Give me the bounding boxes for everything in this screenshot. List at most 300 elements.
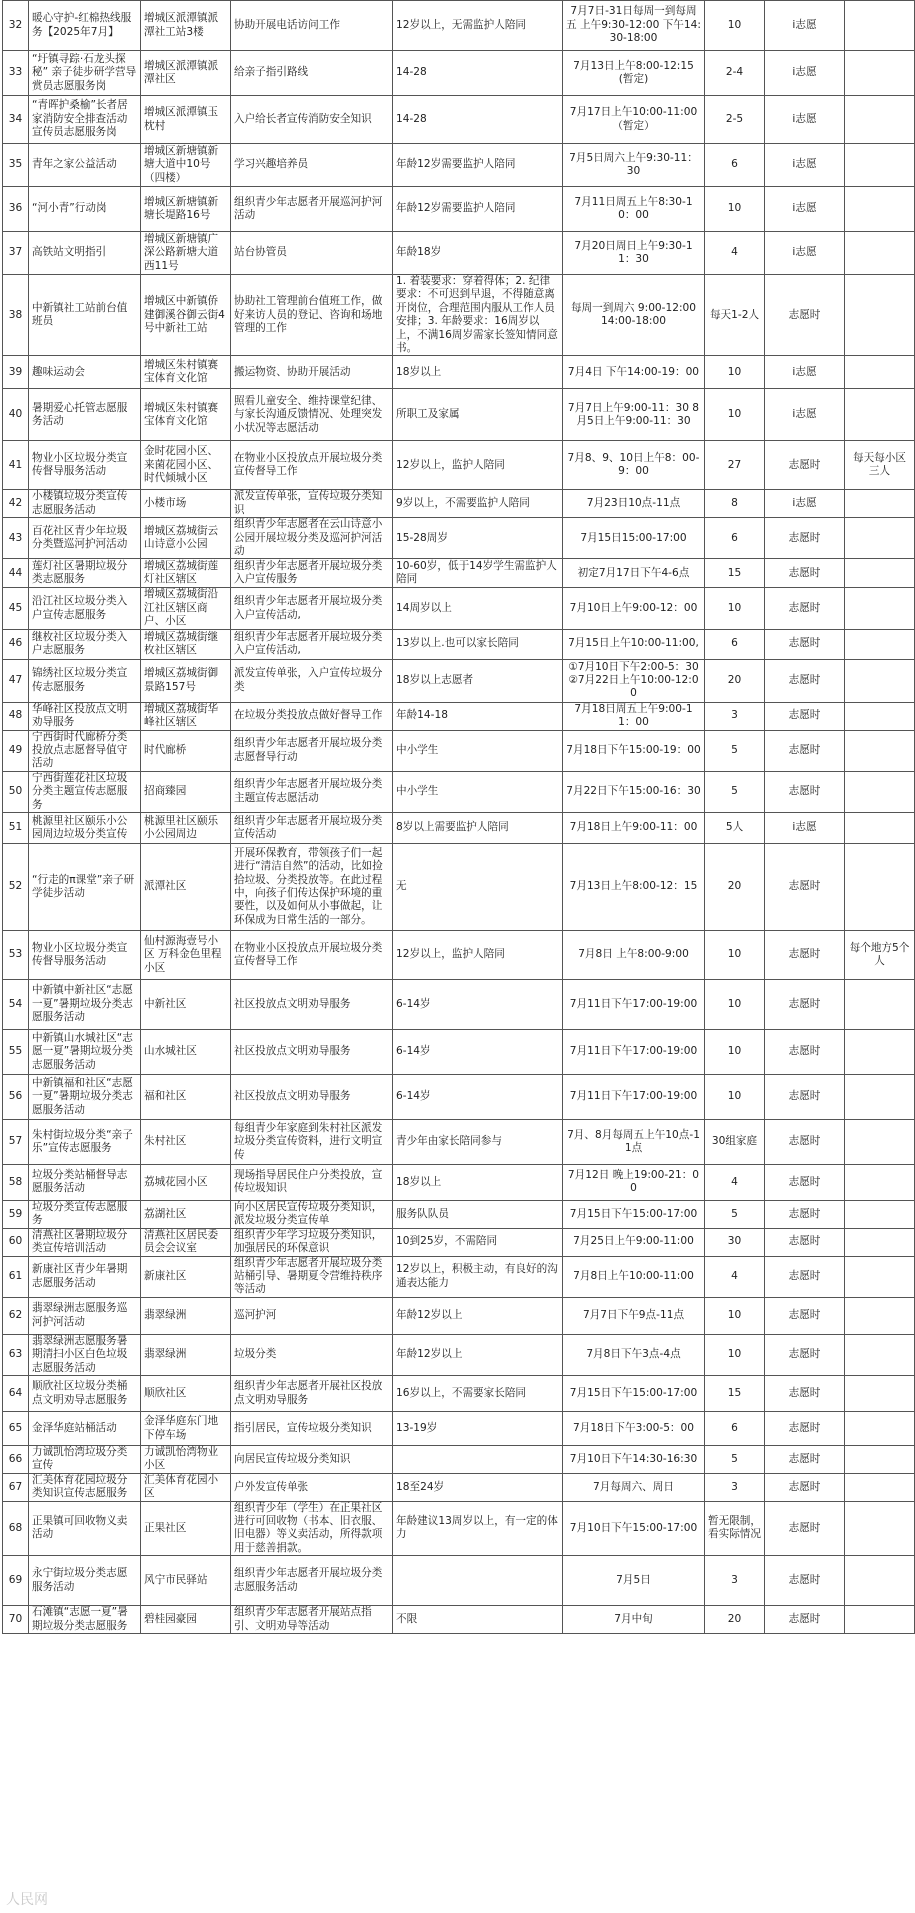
record-type-cell: 志愿时	[765, 1501, 845, 1556]
remarks-cell	[845, 1412, 915, 1446]
table-row	[3, 1074, 915, 1119]
activity-name-cell: 宁西街莲花社区垃圾分类主题宣传志愿服务	[29, 771, 141, 812]
row-number-cell: 65	[3, 1412, 29, 1446]
activity-content-cell: 派发宣传单张，入户宣传垃圾分类	[231, 659, 393, 702]
activity-content-cell: 组织青少年志愿者开展垃圾分类入户宣传活动,	[231, 629, 393, 659]
row-number-cell: 55	[3, 1029, 29, 1074]
activity-location-cell: 新康社区	[141, 1256, 231, 1297]
activity-time-cell: 7月7日-31日每周一到每周五 上午9:30-12:00 下午14:30-18:00	[563, 1, 705, 51]
participant-requirement-cell: 12岁以上，积极主动，有良好的沟通表达能力	[393, 1256, 563, 1297]
participant-requirement-cell: 12岁以上，监护人陪同	[393, 930, 563, 979]
participant-requirement-cell: 年龄12岁需要监护人陪同	[393, 187, 563, 232]
remarks-cell	[845, 1256, 915, 1297]
remarks-cell	[845, 1119, 915, 1164]
remarks-cell	[845, 518, 915, 559]
volunteer-count-cell: 5	[705, 771, 765, 812]
volunteer-count-cell: 8	[705, 490, 765, 518]
remarks-cell	[845, 96, 915, 144]
activity-name-cell: 沿江社区垃圾分类入户宣传志愿服务	[29, 588, 141, 629]
row-number-cell: 70	[3, 1606, 29, 1634]
table-row	[3, 1412, 915, 1446]
volunteer-count-cell: 3	[705, 702, 765, 730]
row-number-cell: 40	[3, 389, 29, 441]
volunteer-count-cell: 10	[705, 930, 765, 979]
activity-name-cell: “圩镇寻踪·石龙头探秘” 亲子徒步研学营导赏员志愿服务岗	[29, 51, 141, 96]
activity-time-cell: 7月22日下午15:00-16：30	[563, 771, 705, 812]
table-row	[3, 1029, 915, 1074]
table-row	[3, 1164, 915, 1200]
activity-location-cell: 增城区荔城街继枚社区辖区	[141, 629, 231, 659]
row-number-cell: 51	[3, 812, 29, 843]
table-row	[3, 1606, 915, 1634]
record-type-cell: i志愿	[765, 96, 845, 144]
activity-name-cell: 中新镇社工站前台值班员	[29, 275, 141, 356]
activity-time-cell: 7月5日	[563, 1556, 705, 1606]
activity-time-cell: 7月7日上午9:00-11：30 8月5日上午9:00-11：30	[563, 389, 705, 441]
activity-name-cell: “行走的π课堂”亲子研学徒步活动	[29, 843, 141, 930]
record-type-cell: 志愿时	[765, 1119, 845, 1164]
activity-name-cell: 小楼镇垃圾分类宣传志愿服务活动	[29, 490, 141, 518]
activity-time-cell: 7月23日10点-11点	[563, 490, 705, 518]
activity-content-cell: 组织青少年志愿者开展垃圾分类宣传活动	[231, 812, 393, 843]
participant-requirement-cell: 10到25岁，不需陪同	[393, 1228, 563, 1256]
remarks-cell	[845, 1556, 915, 1606]
volunteer-count-cell: 20	[705, 659, 765, 702]
activity-time-cell: 7月15日15:00-17:00	[563, 518, 705, 559]
activity-content-cell: 垃圾分类	[231, 1334, 393, 1375]
volunteer-count-cell: 30组家庭	[705, 1119, 765, 1164]
activity-content-cell: 向小区居民宣传垃圾分类知识，派发垃圾分类宣传单	[231, 1200, 393, 1228]
activity-time-cell: 7月8、9、10日上午8：00-9：00	[563, 441, 705, 490]
remarks-cell	[845, 702, 915, 730]
remarks-cell	[845, 275, 915, 356]
participant-requirement-cell: 14-28	[393, 96, 563, 144]
volunteer-count-cell: 2-4	[705, 51, 765, 96]
activity-content-cell: 组织青少年志愿者开展巡河护河活动	[231, 187, 393, 232]
activity-content-cell: 协助社工管理前台值班工作，做好来访人员的登记、咨询和场地管理的工作	[231, 275, 393, 356]
row-number-cell: 50	[3, 771, 29, 812]
record-type-cell: 志愿时	[765, 1446, 845, 1474]
record-type-cell: 志愿时	[765, 1334, 845, 1375]
activity-time-cell: ①7月10日下午2:00-5：30 ②7月22日上午10:00-12:00	[563, 659, 705, 702]
remarks-cell	[845, 389, 915, 441]
activity-location-cell: 风宁市民驿站	[141, 1556, 231, 1606]
activity-name-cell: 百花社区青少年垃圾分类暨巡河护河活动	[29, 518, 141, 559]
record-type-cell: i志愿	[765, 389, 845, 441]
activity-name-cell: 桃源里社区颐乐小公园周边垃圾分类宣传	[29, 812, 141, 843]
activity-content-cell: 组织青少年志愿者开展站点指引、文明劝导等活动	[231, 1606, 393, 1634]
activity-name-cell: 金泽华庭站桶活动	[29, 1412, 141, 1446]
volunteer-count-cell: 10	[705, 979, 765, 1029]
participant-requirement-cell: 16岁以上，不需要家长陪同	[393, 1376, 563, 1412]
activity-time-cell: 每周一到周六 9:00-12:00 14:00-18:00	[563, 275, 705, 356]
participant-requirement-cell: 服务队队员	[393, 1200, 563, 1228]
volunteer-count-cell: 10	[705, 356, 765, 389]
activity-name-cell: 翡翠绿洲志愿服务巡河护河活动	[29, 1297, 141, 1334]
activity-time-cell: 7月25日上午9:00-11:00	[563, 1228, 705, 1256]
activity-time-cell: 7月5日周六上午9:30-11：30	[563, 144, 705, 187]
record-type-cell: 志愿时	[765, 1473, 845, 1501]
activity-time-cell: 7月8日 上午8:00-9:00	[563, 930, 705, 979]
activity-location-cell: 金泽华庭东门地下停车场	[141, 1412, 231, 1446]
record-type-cell: 志愿时	[765, 1164, 845, 1200]
participant-requirement-cell: 18至24岁	[393, 1473, 563, 1501]
table-row	[3, 144, 915, 187]
activity-time-cell: 7月17日上午10:00-11:00（暂定）	[563, 96, 705, 144]
participant-requirement-cell	[393, 1446, 563, 1474]
row-number-cell: 56	[3, 1074, 29, 1119]
activity-name-cell: 暑期爱心托管志愿服务活动	[29, 389, 141, 441]
table-row	[3, 1119, 915, 1164]
participant-requirement-cell: 年龄18岁	[393, 232, 563, 275]
participant-requirement-cell: 14-28	[393, 51, 563, 96]
row-number-cell: 37	[3, 232, 29, 275]
participant-requirement-cell: 18岁以上	[393, 356, 563, 389]
activity-name-cell: 趣味运动会	[29, 356, 141, 389]
remarks-cell: 每天每小区三人	[845, 441, 915, 490]
participant-requirement-cell: 无	[393, 843, 563, 930]
activity-content-cell: 向居民宣传垃圾分类知识	[231, 1446, 393, 1474]
activity-content-cell: 在物业小区投放点开展垃圾分类宣传督导工作	[231, 930, 393, 979]
record-type-cell: 志愿时	[765, 1029, 845, 1074]
activity-location-cell: 增城区派潭镇派潭社区	[141, 51, 231, 96]
table-body	[3, 1, 915, 1634]
table-row	[3, 275, 915, 356]
activity-name-cell: 新康社区青少年暑期志愿服务活动	[29, 1256, 141, 1297]
participant-requirement-cell: 15-28周岁	[393, 518, 563, 559]
remarks-cell	[845, 1606, 915, 1634]
activity-content-cell: 照看儿童安全、维持课堂纪律、与家长沟通反馈情况、处理突发小状况等志愿活动	[231, 389, 393, 441]
volunteer-count-cell: 27	[705, 441, 765, 490]
activity-location-cell: 翡翠绿洲	[141, 1334, 231, 1375]
volunteer-count-cell: 10	[705, 1334, 765, 1375]
participant-requirement-cell: 中小学生	[393, 730, 563, 771]
table-row	[3, 629, 915, 659]
volunteer-count-cell: 6	[705, 629, 765, 659]
activity-name-cell: 汇美体育花园垃圾分类知识宣传志愿服务	[29, 1473, 141, 1501]
activity-content-cell: 入户给长者宣传消防安全知识	[231, 96, 393, 144]
table-row	[3, 232, 915, 275]
activity-location-cell: 汇美体育花园小区	[141, 1473, 231, 1501]
activity-name-cell: 物业小区垃圾分类宣传督导服务活动	[29, 930, 141, 979]
volunteer-count-cell: 4	[705, 1164, 765, 1200]
remarks-cell	[845, 356, 915, 389]
volunteer-count-cell: 20	[705, 843, 765, 930]
activity-content-cell: 协助开展电话访问工作	[231, 1, 393, 51]
record-type-cell: 志愿时	[765, 1556, 845, 1606]
activity-time-cell: 7月15日下午15:00-17:00	[563, 1200, 705, 1228]
table-row	[3, 441, 915, 490]
volunteer-count-cell: 15	[705, 559, 765, 588]
activity-location-cell: 增城区朱村镇赛宝体育文化馆	[141, 389, 231, 441]
table-row	[3, 51, 915, 96]
activity-time-cell: 7月10日下午14:30-16:30	[563, 1446, 705, 1474]
row-number-cell: 57	[3, 1119, 29, 1164]
volunteer-count-cell: 20	[705, 1606, 765, 1634]
record-type-cell: i志愿	[765, 187, 845, 232]
activity-name-cell: 锦绣社区垃圾分类宣传志愿服务	[29, 659, 141, 702]
activity-location-cell: 派潭社区	[141, 843, 231, 930]
remarks-cell	[845, 730, 915, 771]
activity-name-cell: “河小青”行动岗	[29, 187, 141, 232]
activity-time-cell: 7月、8月每周五上午10点-11点	[563, 1119, 705, 1164]
remarks-cell	[845, 1501, 915, 1556]
activity-content-cell: 组织青少年（学生）在正果社区进行可回收物（书本、旧衣服、旧电器）等义卖活动，所得款项用于慈善捐款。	[231, 1501, 393, 1556]
activity-location-cell: 招商臻园	[141, 771, 231, 812]
record-type-cell: 志愿时	[765, 441, 845, 490]
volunteer-table	[2, 0, 915, 1634]
participant-requirement-cell: 不限	[393, 1606, 563, 1634]
table-row	[3, 1501, 915, 1556]
activity-content-cell: 现场指导居民住户分类投放，宣传垃圾知识	[231, 1164, 393, 1200]
record-type-cell: 志愿时	[765, 1412, 845, 1446]
activity-location-cell: 桃源里社区颐乐小公园周边	[141, 812, 231, 843]
activity-content-cell: 社区投放点文明劝导服务	[231, 1029, 393, 1074]
activity-time-cell: 7月11日下午17:00-19:00	[563, 1074, 705, 1119]
remarks-cell	[845, 588, 915, 629]
row-number-cell: 53	[3, 930, 29, 979]
activity-location-cell: 力诚凯怡湾物业小区	[141, 1446, 231, 1474]
participant-requirement-cell: 9岁以上，不需要监护人陪同	[393, 490, 563, 518]
activity-location-cell: 增城区新塘镇新塘长堤路16号	[141, 187, 231, 232]
row-number-cell: 63	[3, 1334, 29, 1375]
activity-location-cell: 增城区荔城街沿江社区辖区商户、小区	[141, 588, 231, 629]
volunteer-count-cell: 5人	[705, 812, 765, 843]
activity-time-cell: 7月4日 下午14:00-19：00	[563, 356, 705, 389]
activity-location-cell: 增城区朱村镇赛宝体育文化馆	[141, 356, 231, 389]
activity-content-cell: 组织青少年志愿者开展垃圾分类志愿督导行动	[231, 730, 393, 771]
record-type-cell: i志愿	[765, 812, 845, 843]
activity-content-cell: 巡河护河	[231, 1297, 393, 1334]
participant-requirement-cell: 年龄12岁需要监护人陪同	[393, 144, 563, 187]
remarks-cell	[845, 51, 915, 96]
remarks-cell	[845, 1029, 915, 1074]
activity-content-cell: 社区投放点文明劝导服务	[231, 979, 393, 1029]
participant-requirement-cell: 18岁以上志愿者	[393, 659, 563, 702]
remarks-cell	[845, 559, 915, 588]
volunteer-count-cell: 5	[705, 1446, 765, 1474]
record-type-cell: 志愿时	[765, 771, 845, 812]
record-type-cell: i志愿	[765, 356, 845, 389]
record-type-cell: i志愿	[765, 490, 845, 518]
activity-time-cell: 7月中旬	[563, 1606, 705, 1634]
activity-content-cell: 组织青少年学习垃圾分类知识，加强居民的环保意识	[231, 1228, 393, 1256]
remarks-cell	[845, 1164, 915, 1200]
participant-requirement-cell: 13岁以上.也可以家长陪同	[393, 629, 563, 659]
activity-name-cell: 宁西街时代廊桥分类投放点志愿督导值守活动	[29, 730, 141, 771]
activity-location-cell: 时代廊桥	[141, 730, 231, 771]
volunteer-count-cell: 10	[705, 1029, 765, 1074]
activity-location-cell: 中新社区	[141, 979, 231, 1029]
row-number-cell: 52	[3, 843, 29, 930]
activity-name-cell: 莲灯社区暑期垃圾分类志愿服务	[29, 559, 141, 588]
activity-location-cell: 翡翠绿洲	[141, 1297, 231, 1334]
volunteer-count-cell: 10	[705, 389, 765, 441]
activity-time-cell: 7月10日上午9:00-12：00	[563, 588, 705, 629]
activity-content-cell: 组织青少年志愿者开展垃圾分类站桶引导、暑期夏令营维持秩序等活动	[231, 1256, 393, 1297]
record-type-cell: 志愿时	[765, 518, 845, 559]
activity-location-cell: 仙村源海壹号小区 万科金色里程小区	[141, 930, 231, 979]
activity-name-cell: 清燕社区暑期垃圾分类宣传培训活动	[29, 1228, 141, 1256]
participant-requirement-cell: 12岁以上，监护人陪同	[393, 441, 563, 490]
activity-time-cell: 7月每周六、周日	[563, 1473, 705, 1501]
activity-time-cell: 7月7日下午9点-11点	[563, 1297, 705, 1334]
remarks-cell	[845, 232, 915, 275]
activity-location-cell: 增城区荔城街御景路157号	[141, 659, 231, 702]
record-type-cell: 志愿时	[765, 979, 845, 1029]
activity-time-cell: 7月15日上午10:00-11:00,	[563, 629, 705, 659]
activity-time-cell: 7月11日下午17:00-19:00	[563, 1029, 705, 1074]
row-number-cell: 58	[3, 1164, 29, 1200]
table-row	[3, 588, 915, 629]
activity-content-cell: 站台协管员	[231, 232, 393, 275]
activity-time-cell: 7月18日周五上午9:00-11：00	[563, 702, 705, 730]
participant-requirement-cell: 6-14岁	[393, 979, 563, 1029]
record-type-cell: 志愿时	[765, 1606, 845, 1634]
activity-location-cell: 清燕社区居民委员会会议室	[141, 1228, 231, 1256]
table-row	[3, 812, 915, 843]
activity-name-cell: 正果镇可回收物义卖活动	[29, 1501, 141, 1556]
remarks-cell	[845, 1228, 915, 1256]
activity-time-cell: 7月13日上午8:00-12：15	[563, 843, 705, 930]
table-row	[3, 187, 915, 232]
watermark: 人民网	[6, 1892, 48, 1908]
participant-requirement-cell: 13-19岁	[393, 1412, 563, 1446]
table-row	[3, 518, 915, 559]
volunteer-count-cell: 10	[705, 1297, 765, 1334]
activity-time-cell: 7月10日下午15:00-17:00	[563, 1501, 705, 1556]
participant-requirement-cell: 6-14岁	[393, 1029, 563, 1074]
activity-location-cell: 增城区荔城街华峰社区辖区	[141, 702, 231, 730]
record-type-cell: 志愿时	[765, 843, 845, 930]
row-number-cell: 34	[3, 96, 29, 144]
activity-content-cell: 社区投放点文明劝导服务	[231, 1074, 393, 1119]
row-number-cell: 69	[3, 1556, 29, 1606]
remarks-cell	[845, 1376, 915, 1412]
volunteer-count-cell: 10	[705, 1074, 765, 1119]
remarks-cell	[845, 843, 915, 930]
activity-location-cell: 小楼市场	[141, 490, 231, 518]
volunteer-count-cell: 每天1-2人	[705, 275, 765, 356]
remarks-cell	[845, 812, 915, 843]
volunteer-count-cell: 6	[705, 144, 765, 187]
remarks-cell	[845, 1297, 915, 1334]
row-number-cell: 67	[3, 1473, 29, 1501]
table-row	[3, 1556, 915, 1606]
record-type-cell: 志愿时	[765, 659, 845, 702]
activity-time-cell: 7月12日 晚上19:00-21：00	[563, 1164, 705, 1200]
activity-name-cell: 物业小区垃圾分类宣传督导服务活动	[29, 441, 141, 490]
table-row	[3, 843, 915, 930]
row-number-cell: 39	[3, 356, 29, 389]
record-type-cell: i志愿	[765, 51, 845, 96]
activity-time-cell: 7月8日下午3点-4点	[563, 1334, 705, 1375]
activity-location-cell: 增城区荔城街莲灯社区辖区	[141, 559, 231, 588]
activity-name-cell: 垃圾分类宣传志愿服务	[29, 1200, 141, 1228]
record-type-cell: 志愿时	[765, 588, 845, 629]
remarks-cell	[845, 1, 915, 51]
row-number-cell: 45	[3, 588, 29, 629]
table-row	[3, 702, 915, 730]
activity-content-cell: 组织青少年志愿者开展垃圾分类入户宣传服务	[231, 559, 393, 588]
table-row	[3, 490, 915, 518]
activity-time-cell: 7月18日上午9:00-11：00	[563, 812, 705, 843]
participant-requirement-cell: 10-60岁，低于14岁学生需监护人陪同	[393, 559, 563, 588]
row-number-cell: 38	[3, 275, 29, 356]
row-number-cell: 49	[3, 730, 29, 771]
activity-location-cell: 增城区新塘镇广深公路新塘大道西11号	[141, 232, 231, 275]
activity-location-cell: 金时花园小区、来菌花园小区、时代倾城小区	[141, 441, 231, 490]
activity-name-cell: 中新镇山水城社区“志愿一夏”暑期垃圾分类志愿服务活动	[29, 1029, 141, 1074]
activity-time-cell: 7月8日上午10:00-11:00	[563, 1256, 705, 1297]
row-number-cell: 68	[3, 1501, 29, 1556]
activity-name-cell: 中新镇中新社区“志愿一夏”暑期垃圾分类志愿服务活动	[29, 979, 141, 1029]
record-type-cell: 志愿时	[765, 1256, 845, 1297]
activity-name-cell: 暖心守护-红棉热线服务【2025年7月】	[29, 1, 141, 51]
row-number-cell: 33	[3, 51, 29, 96]
activity-time-cell: 7月15日下午15:00-17:00	[563, 1376, 705, 1412]
record-type-cell: i志愿	[765, 1, 845, 51]
participant-requirement-cell: 年龄12岁以上	[393, 1334, 563, 1375]
row-number-cell: 35	[3, 144, 29, 187]
activity-location-cell: 增城区荔城街云山诗意小公园	[141, 518, 231, 559]
table-row	[3, 1, 915, 51]
activity-name-cell: 华峰社区投放点文明劝导服务	[29, 702, 141, 730]
activity-time-cell: 7月11日下午17:00-19:00	[563, 979, 705, 1029]
row-number-cell: 41	[3, 441, 29, 490]
activity-content-cell: 组织青少年志愿者开展垃圾分类入户宣传活动,	[231, 588, 393, 629]
table-row	[3, 979, 915, 1029]
row-number-cell: 62	[3, 1297, 29, 1334]
activity-content-cell: 组织青少年志愿者开展垃圾分类主题宣传志愿活动	[231, 771, 393, 812]
activity-location-cell: 山水城社区	[141, 1029, 231, 1074]
record-type-cell: i志愿	[765, 232, 845, 275]
participant-requirement-cell: 年龄12岁以上	[393, 1297, 563, 1334]
volunteer-count-cell: 10	[705, 588, 765, 629]
table-row	[3, 1297, 915, 1334]
volunteer-count-cell: 30	[705, 1228, 765, 1256]
activity-content-cell: 派发宣传单张，宣传垃圾分类知识	[231, 490, 393, 518]
activity-location-cell: 朱村社区	[141, 1119, 231, 1164]
row-number-cell: 43	[3, 518, 29, 559]
activity-name-cell: 继枚社区垃圾分类入户志愿服务	[29, 629, 141, 659]
record-type-cell: 志愿时	[765, 629, 845, 659]
table-row	[3, 1228, 915, 1256]
activity-content-cell: 在物业小区投放点开展垃圾分类宣传督导工作	[231, 441, 393, 490]
activity-name-cell: 高铁站文明指引	[29, 232, 141, 275]
row-number-cell: 42	[3, 490, 29, 518]
record-type-cell: 志愿时	[765, 1074, 845, 1119]
activity-name-cell: 力诚凯怡湾垃圾分类宣传	[29, 1446, 141, 1474]
volunteer-count-cell: 3	[705, 1473, 765, 1501]
table-row	[3, 559, 915, 588]
table-row	[3, 1256, 915, 1297]
remarks-cell	[845, 1074, 915, 1119]
activity-time-cell: 初定7月17日下午4-6点	[563, 559, 705, 588]
record-type-cell: i志愿	[765, 144, 845, 187]
participant-requirement-cell: 8岁以上需要监护人陪同	[393, 812, 563, 843]
remarks-cell	[845, 1473, 915, 1501]
remarks-cell	[845, 1334, 915, 1375]
participant-requirement-cell: 1. 着装要求：穿着得体；2. 纪律要求：不可迟到早退，不得随意离开岗位，合理范围内服从工作人员安排；3. 年龄要求：16周岁以上，不满16周岁需家长签知情同意书。	[393, 275, 563, 356]
activity-name-cell: 永宁街垃圾分类志愿服务活动	[29, 1556, 141, 1606]
table-row	[3, 1473, 915, 1501]
activity-content-cell: 每组青少年家庭到朱村社区派发垃圾分类宣传资料，进行文明宣传	[231, 1119, 393, 1164]
activity-location-cell: 荔城花园小区	[141, 1164, 231, 1200]
record-type-cell: 志愿时	[765, 1228, 845, 1256]
participant-requirement-cell: 中小学生	[393, 771, 563, 812]
activity-name-cell: “青晖护桑榆”长者居家消防安全排查活动宣传员志愿服务岗	[29, 96, 141, 144]
